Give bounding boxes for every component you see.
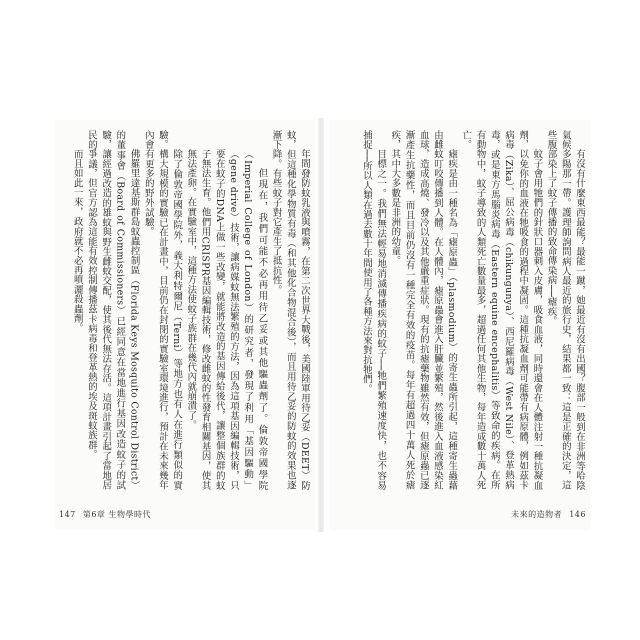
right-paragraph: 目標之一。我們無法輕易地消滅傳播疾病的蚊子──牠們繁殖速度快，也不容易捕捉──所以人類在過去數十年間使用了各種方法來對抗牠們。 [360, 130, 387, 490]
left-page-body [59, 130, 311, 490]
book-gutter [318, 118, 324, 532]
left-paragraph: 除了倫敦帝國學院外，義大利特爾尼（Terni）等地方也有人在進行類似的實驗。構大規模的實驗已在計畫中，目前仍在封閉的實驗室環境進行，預計在未來幾年內會有更多的野外試驗。 [142, 130, 183, 490]
left-paragraph: 但現在，我們可能不必再用待乙妥或其他驅蟲劑了。倫敦帝國學院（Imperial College of London）的研究者，發現了利用「基因驅動」（gene drive）技術，讓病媒蚊無法繁殖的方法，因為這項基因編輯技術，只要在蚊子的DNA上做一些改變，就能將改造的基因傳給後代，讓整個族群的蚊子無法生育。他們用CRISPR基因編輯技術，修改雌蚊的性發育相關基因，使其無法產卵。在實驗室中，這種方法使蚊子族群在幾代內就崩潰了。 [185, 148, 268, 490]
right-paragraph: 瘧疾是由一種名為「瘧原蟲」（plasmodium）的寄生蟲所引起，這種寄生蟲藉由雌蚊叮咬傳播到人體。在人體內，瘧原蟲會進入肝臟並繁殖，然後進入血液感染紅血球，造成高燒、發冷以及其他嚴重症狀。現有的抗瘧藥物雖然有效，但瘧原蟲已逐漸產生抗藥性，而且目前仍沒有一種完全有效的疫苗。每年有超過四十萬人死於瘧疾，其中大多數是非洲的幼童。 [389, 130, 458, 490]
chapter-title: 生物學時代 [108, 510, 151, 519]
left-page-footer [55, 509, 151, 520]
page-number: 147 [59, 510, 76, 519]
left-paragraph: 而且如此一來，政府就不必再噴灑殺蟲劑。 [71, 148, 83, 333]
running-title: 未來的造物者 [511, 510, 563, 519]
left-paragraph: 佛羅里達基斯群島蚊蟲控制區（Florida Keys Mosquito Control District）的董事會（Board of Commissioners）已經同意在當地進行基因改造蚊子的試驗，讓經過改造的雄蚊與野生雌蚊交配，使其後代無法存活。這項計畫引起了當地居民的爭議，但官方認為這能有效控制傳播茲卡病毒和登革熱的埃及斑蚊族群。 [85, 130, 140, 490]
left-page [55, 120, 315, 530]
right-paragraph: 有沒有什麼東西最能？最能一蹴，她最近有沒有出國？腹部一般到在非洲等哈陰氣候多陽那一帶。護理師詢問病人最近的旅行史，結果都一致：這是正確的決定，這些腹部染上了蚊子傳播的致命傳染病──瘧疾。 [545, 130, 585, 490]
right-page-body [334, 130, 586, 490]
chapter-number: 第6章 [82, 510, 106, 519]
right-page-footer [511, 509, 590, 520]
right-paragraph: 蚊子會用牠們的針狀口器刺入皮膚，吸食血液，同時還會在人體注射一種抗凝血劑，以免你的血液在牠吸食的過程中凝固。這種抗凝血劑可能帶有病原體，例如茲卡病毒（Zika）、屈公病毒（chikungunya）、西尼羅病毒（West Nile）、登革熱病毒，或是東方馬腦炎病毒（Eastern equine encephalitis）等致命的疾病。在所有動物中，蚊子導致的人類死亡數量最多，超過任何其他生物，每年造成數十萬人死亡。 [460, 130, 543, 490]
page-number: 146 [569, 510, 586, 519]
right-page [330, 120, 590, 530]
left-paragraph: 年間發防蚊乳液與噴霧，在第二次世界大戰後，美國陸軍用待乙妥（DEET）防蚊，但這種化學物質有毒（和其他化合物混合後），而且用待乙妥的防蚊的效果也逐漸下降。有些蚊子對它產生了抵抗性。 [270, 130, 310, 490]
